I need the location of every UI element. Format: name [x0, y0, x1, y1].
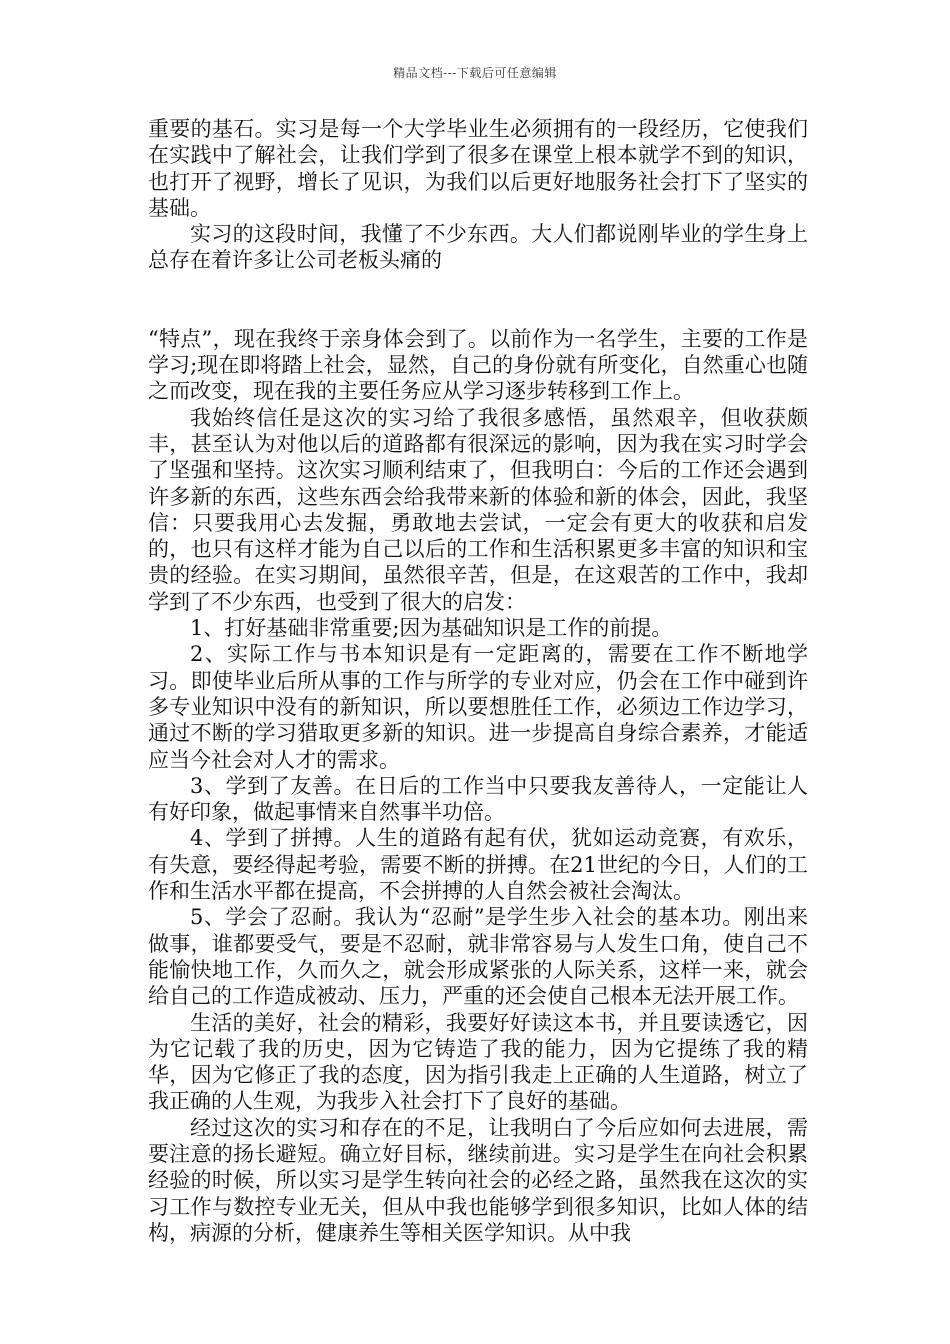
document-body	[148, 116, 808, 1246]
list-item: 5、学会了忍耐。我认为“忍耐”是学生步入社会的基本功。刚出来做事，谁都要受气，要是不忍耐，就非常容易与人发生口角，使自己不能愉快地工作，久而久之，就会形成紧张的人际关系，这样一来，就会给自己的工作造成被动、压力，严重的还会使自己根本无法开展工作。	[148, 905, 808, 1009]
list-item: 2、实际工作与书本知识是有一定距离的，需要在工作不断地学习。即使毕业后所从事的工作与所学的专业对应，仍会在工作中碰到许多专业知识中没有的新知识，所以要想胜任工作，必须边工作边学习，通过不断的学习猎取更多新的知识。进一步提高自身综合素养，才能适应当今社会对人才的需求。	[148, 642, 808, 772]
list-item: 3、学到了友善。在日后的工作当中只要我友善待人，一定能让人有好印象，做起事情来自然事半功倍。	[148, 773, 808, 825]
page-header: 精品文档---下载后可任意编辑	[393, 66, 557, 80]
paragraph: 生活的美好，社会的精彩，我要好好读这本书，并且要读透它，因为它记载了我的历史，因为它铸造了我的能力，因为它提练了我的精华，因为它修正了我的态度，因为指引我走上正确的人生道路，树立了我正确的人生观，为我步入社会打下了良好的基础。	[148, 1010, 808, 1114]
list-item: 1、打好基础非常重要;因为基础知识是工作的前提。	[190, 616, 673, 641]
paragraph: 我始终信任是这次的实习给了我很多感悟，虽然艰辛，但收获颇丰，甚至认为对他以后的道路都有很深远的影响，因为我在实习时学会了坚强和坚持。这次实习顺利结束了，但我明白：今后的工作还会遇到许多新的东西，这些东西会给我带来新的体验和新的体会，因此，我坚信：只要我用心去发掘，勇敢地去尝试，一定会有更大的收获和启发的，也只有这样才能为自己以后的工作和生活积累更多丰富的知识和宝贵的经验。在实习期间，虽然很辛苦，但是，在这艰苦的工作中，我却学到了不少东西，也受到了很大的启发：	[148, 405, 808, 614]
paragraph: “特点”，现在我终于亲身体会到了。以前作为一名学生，主要的工作是学习;现在即将踏上社会，显然，自己的身份就有所变化，自然重心也随之而改变，现在我的主要任务应从学习逐步转移到工作上。	[148, 326, 808, 404]
paragraph: 重要的基石。实习是每一个大学毕业生必须拥有的一段经历，它使我们在实践中了解社会，让我们学到了很多在课堂上根本就学不到的知识，也打开了视野，增长了见识，为我们以后更好地服务社会打下了坚实的基础。	[148, 117, 808, 220]
list-item: 4、学到了拼搏。人生的道路有起有伏，犹如运动竞赛，有欢乐，有失意，要经得起考验，需要不断的拼搏。在21世纪的今日，人们的工作和生活水平都在提高，不会拼搏的人自然会被社会淘汰。	[148, 826, 808, 904]
paragraph: 实习的这段时间，我懂了不少东西。大人们都说刚毕业的学生身上总存在着许多让公司老板头痛的	[148, 222, 808, 273]
paragraph-gap	[148, 274, 808, 326]
paragraph: 经过这次的实习和存在的不足，让我明白了今后应如何去进展，需要注意的扬长避短。确立好目标，继续前进。实习是学生在向社会积累经验的时候，所以实习是学生转向社会的必经之路，虽然我在这次的实习工作与数控专业无关，但从中我也能够学到很多知识，比如人体的结构，病源的分析，健康养生等相关医学知识。从中我	[148, 1115, 808, 1245]
